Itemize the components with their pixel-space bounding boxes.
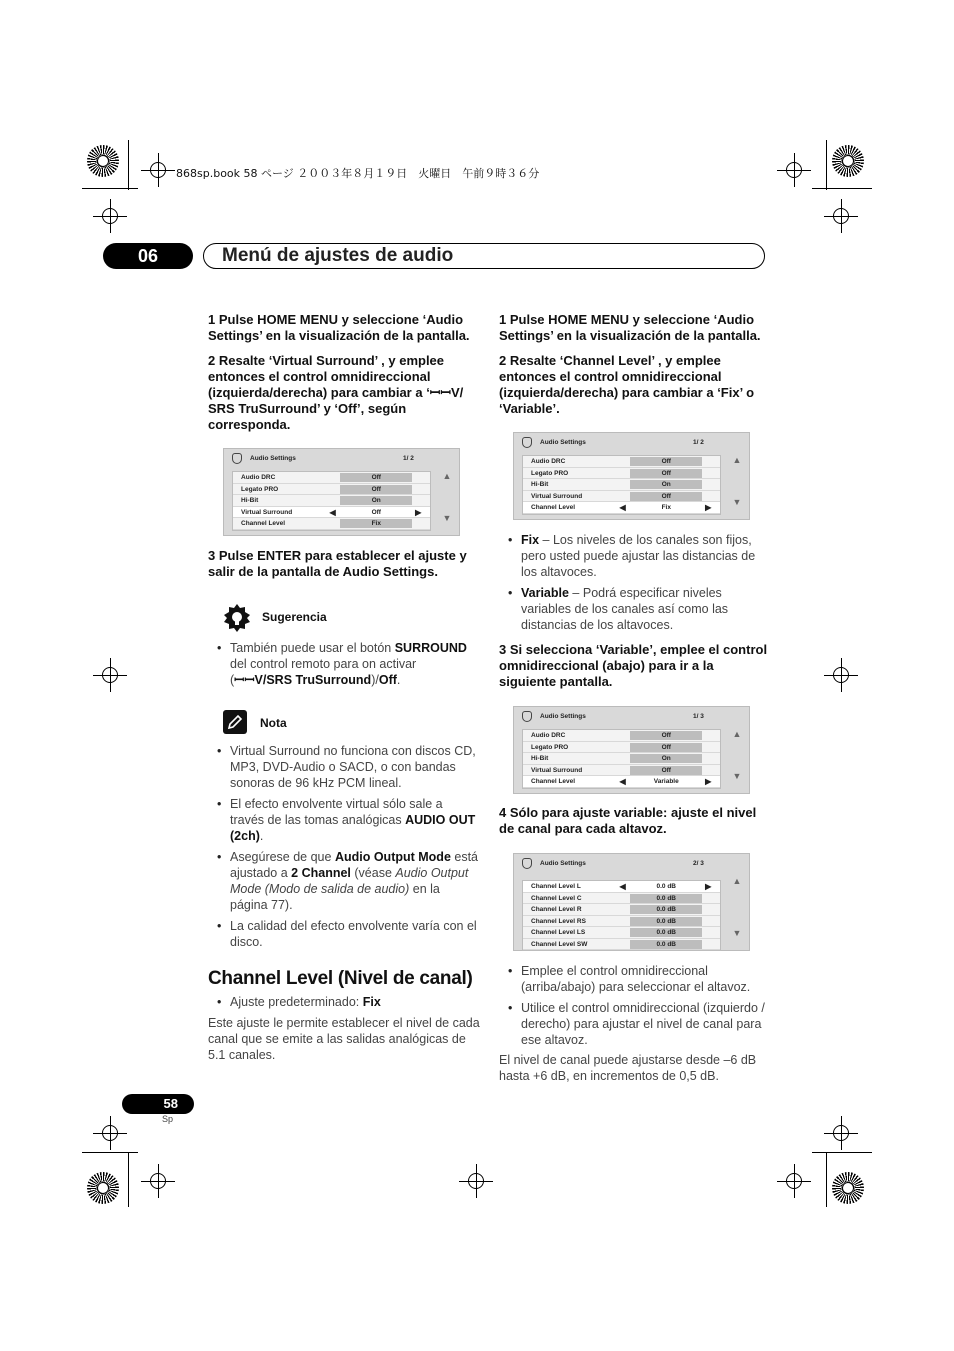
settings-list	[522, 729, 721, 789]
setting-value: Off	[340, 508, 412, 517]
setting-label: Hi-Bit	[531, 481, 549, 488]
setting-row[interactable]	[523, 742, 720, 754]
registration-crosshair	[102, 667, 118, 683]
audio-settings-screen-3	[513, 706, 750, 794]
setting-row[interactable]	[523, 927, 720, 939]
settings-list	[522, 880, 721, 951]
note-item: • Asegúrese de que Audio Output Mode está ajustado a 2 Channel (véase Audio Output Mode (Modo de salida de audio) en la página 77).	[208, 849, 480, 913]
setting-value: Fix	[630, 503, 702, 512]
setting-value: Fix	[340, 519, 412, 528]
setting-row[interactable]	[523, 468, 720, 480]
setting-row[interactable]	[523, 904, 720, 916]
final-bullet: • Utilice el control omnidireccional (izquierdo / derecho) para ajustar el nivel de canal para ese altavoz.	[499, 1000, 771, 1048]
left-step-1: 1 Pulse HOME MENU y seleccione ‘Audio Settings’ en la visualización de la pantalla.	[208, 312, 470, 343]
arrow-right-icon: ▶	[415, 507, 422, 517]
registration-crosshair	[150, 1173, 166, 1189]
setting-value: Off	[340, 485, 412, 494]
setting-label: Hi-Bit	[241, 497, 259, 504]
print-header: 868sp.book 58 ページ ２００３年８月１９日 火曜日 午前９時３６分	[176, 167, 540, 180]
note-list	[208, 743, 480, 955]
left-step-3: 3 Pulse ENTER para establecer el ajuste y salir de la pantalla de Audio Settings.	[208, 548, 467, 579]
setting-label: Audio DRC	[531, 732, 566, 739]
tip-lightbulb-icon	[223, 604, 249, 630]
closing-text: El nivel de canal puede ajustarse desde –6 dB hasta +6 dB, en incrementos de 0,5 dB.	[499, 1053, 757, 1083]
setting-row[interactable]	[523, 491, 720, 503]
setting-value: On	[630, 754, 702, 763]
crop-line	[82, 1152, 138, 1153]
setting-value: 0.0 dB	[630, 905, 702, 914]
registration-crosshair	[833, 667, 849, 683]
setting-value: On	[630, 480, 702, 489]
speaker-icon	[522, 711, 532, 722]
crop-line	[82, 188, 138, 189]
setting-label: Channel Level R	[531, 906, 582, 913]
setting-row[interactable]	[233, 495, 430, 507]
registration-crosshair	[102, 1125, 118, 1141]
setting-label: Audio DRC	[241, 474, 276, 481]
variable-item: • Variable – Podrá especificar niveles variables de los canales así como las distancias de los altavoces.	[499, 585, 771, 633]
registration-sun-mark-tr	[832, 145, 864, 177]
setting-value: 0.0 dB	[630, 928, 702, 937]
setting-row[interactable]	[523, 753, 720, 765]
setting-label: Channel Level SW	[531, 940, 588, 948]
arrow-left-icon: ◀	[619, 777, 626, 786]
scroll-down-icon[interactable]: ▼	[442, 513, 452, 523]
setting-label: Channel Level RS	[531, 917, 586, 925]
scroll-up-icon[interactable]: ▲	[732, 455, 742, 465]
crop-line	[128, 1152, 129, 1207]
setting-row[interactable]	[233, 472, 430, 484]
setting-label: Channel Level C	[531, 894, 582, 902]
setting-row[interactable]	[233, 518, 430, 530]
note-item: • La calidad del efecto envolvente varía con el disco.	[208, 918, 480, 950]
screen-header	[514, 854, 749, 874]
setting-row[interactable]	[233, 507, 430, 519]
scroll-up-icon[interactable]: ▲	[732, 729, 742, 739]
setting-label: Virtual Surround	[531, 492, 583, 500]
setting-label: Hi-Bit	[531, 755, 549, 762]
setting-row[interactable]	[523, 881, 720, 893]
crop-line	[826, 1152, 827, 1207]
right-step-1: 1 Pulse HOME MENU y seleccione ‘Audio Settings’ en la visualización de la pantalla.	[499, 312, 761, 343]
note-item: • El efecto envolvente virtual sólo sale a través de las tomas analógicas AUDIO OUT (2ch).	[208, 796, 480, 844]
tip-list	[208, 640, 480, 693]
arrow-left-icon: ◀	[329, 507, 336, 517]
setting-label: Channel Level L	[531, 883, 581, 890]
page-number-badge: 58	[122, 1094, 194, 1114]
chapter-title: Menú de ajustes de audio	[203, 243, 765, 269]
setting-value: On	[340, 496, 412, 505]
crop-line	[128, 140, 129, 190]
arrow-right-icon: ▶	[705, 503, 712, 512]
screen-page: 1/ 2	[693, 439, 704, 446]
screen-header	[514, 433, 749, 453]
setting-value: 0.0 dB	[630, 882, 702, 891]
screen-page: 2/ 3	[693, 860, 704, 867]
registration-crosshair	[786, 162, 802, 178]
registration-crosshair	[833, 208, 849, 224]
page-lang: Sp	[162, 1114, 174, 1124]
setting-row[interactable]	[523, 939, 720, 951]
setting-row[interactable]	[523, 479, 720, 491]
scroll-down-icon[interactable]: ▼	[732, 928, 742, 938]
setting-value: 0.0 dB	[630, 940, 702, 949]
note-item: • Virtual Surround no funciona con discos CD, MP3, DVD-Audio o SACD, o con bandas sonoras de 96 kHz PCM lineal.	[208, 743, 480, 791]
screen-header	[224, 449, 459, 469]
registration-crosshair	[833, 1125, 849, 1141]
arrow-right-icon: ▶	[705, 882, 712, 891]
chapter-number: 06	[103, 243, 193, 269]
screen-title: Audio Settings	[250, 455, 296, 462]
setting-row[interactable]	[523, 893, 720, 905]
speaker-icon	[522, 858, 532, 869]
registration-crosshair	[786, 1173, 802, 1189]
speaker-icon	[522, 437, 532, 448]
setting-label: Channel Level	[531, 778, 576, 785]
section-title: Channel Level (Nivel de canal)	[208, 968, 473, 989]
setting-value: Off	[630, 457, 702, 466]
final-bullet: • Emplee el control omnidireccional (arriba/abajo) para seleccionar el altavoz.	[499, 963, 771, 995]
registration-sun-mark-tl	[87, 145, 119, 177]
setting-value: Off	[630, 743, 702, 752]
registration-sun-mark-bl	[87, 1172, 119, 1204]
crop-line	[826, 140, 827, 190]
setting-row[interactable]	[233, 484, 430, 496]
tip-label: Sugerencia	[262, 610, 327, 624]
crop-line	[812, 1152, 872, 1153]
speaker-icon	[232, 453, 242, 464]
tip-item: • También puede usar el botón SURROUND del control remoto para on activar (ꟷꟷV/SRS TruSurround)/Off.	[208, 640, 480, 688]
setting-label: Legato PRO	[531, 469, 569, 477]
setting-row[interactable]	[523, 776, 720, 788]
screen-title: Audio Settings	[540, 860, 586, 867]
setting-row[interactable]	[523, 730, 720, 742]
settings-list	[232, 471, 431, 531]
setting-label: Legato PRO	[531, 743, 569, 751]
setting-row[interactable]	[523, 456, 720, 468]
setting-value: Off	[630, 492, 702, 501]
setting-label: Virtual Surround	[531, 766, 583, 774]
setting-value: 0.0 dB	[630, 894, 702, 903]
arrow-left-icon: ◀	[619, 882, 626, 891]
registration-crosshair	[102, 208, 118, 224]
settings-list	[522, 455, 721, 515]
setting-row[interactable]	[523, 765, 720, 777]
left-step-2: 2 Resalte ‘Virtual Surround’ , y emplee entonces el control omnidireccional (izquierda/derecha) para cambiar a ‘ꟷꟷV/ SRS TruSurround’ y ‘Off’, según corresponda.	[208, 353, 464, 432]
setting-value: 0.0 dB	[630, 917, 702, 926]
audio-settings-screen-2	[513, 432, 750, 520]
scroll-down-icon[interactable]: ▼	[732, 497, 742, 507]
fix-variable-list	[499, 532, 771, 638]
screen-title: Audio Settings	[540, 439, 586, 446]
screen-page: 1/ 3	[693, 713, 704, 720]
setting-value: Off	[630, 766, 702, 775]
setting-value: Off	[630, 469, 702, 478]
note-pencil-icon	[223, 710, 249, 736]
right-step-3: 3 Si selecciona ‘Variable’, emplee el control omnidireccional (abajo) para ir a la siguiente pantalla.	[499, 642, 768, 689]
right-step-4: 4 Sólo para ajuste variable: ajuste el nivel de canal para cada altavoz.	[499, 805, 757, 836]
setting-label: Legato PRO	[241, 485, 279, 493]
arrow-left-icon: ◀	[619, 503, 626, 512]
screen-page: 1/ 2	[403, 455, 414, 462]
registration-sun-mark-br	[832, 1172, 864, 1204]
setting-row[interactable]	[523, 916, 720, 928]
setting-label: Audio DRC	[531, 458, 566, 465]
setting-label: Channel Level LS	[531, 929, 586, 936]
setting-label: Virtual Surround	[241, 508, 293, 516]
scroll-up-icon[interactable]: ▲	[442, 471, 452, 481]
setting-label: Channel Level	[241, 520, 286, 527]
default-setting: • Ajuste predeterminado: Fix	[208, 994, 480, 1015]
registration-crosshair	[468, 1173, 484, 1189]
setting-value: Off	[630, 731, 702, 740]
screen-title: Audio Settings	[540, 713, 586, 720]
fix-item: • Fix – Los niveles de los canales son fijos, pero usted puede ajustar las distancias de los altavoces.	[499, 532, 771, 580]
setting-label: Channel Level	[531, 504, 576, 511]
setting-value: Variable	[630, 777, 702, 786]
audio-settings-screen-4	[513, 853, 750, 951]
section-body: Este ajuste le permite establecer el nivel de cada canal que se emite a las salidas analógicas de 5.1 canales.	[208, 1016, 480, 1062]
crop-line	[812, 188, 872, 189]
right-step-2: 2 Resalte ‘Channel Level’ , y emplee entonces el control omnidireccional (izquierda/derecha) para cambiar a ‘Fix’ o ‘Variable’.	[499, 353, 755, 416]
audio-settings-screen-1	[223, 448, 460, 536]
scroll-up-icon[interactable]: ▲	[732, 876, 742, 886]
final-bullets	[499, 963, 771, 1053]
setting-value: Off	[340, 473, 412, 482]
registration-crosshair	[150, 162, 166, 178]
arrow-right-icon: ▶	[705, 777, 712, 786]
scroll-down-icon[interactable]: ▼	[732, 771, 742, 781]
note-label: Nota	[260, 716, 287, 730]
screen-header	[514, 707, 749, 727]
setting-row[interactable]	[523, 502, 720, 514]
